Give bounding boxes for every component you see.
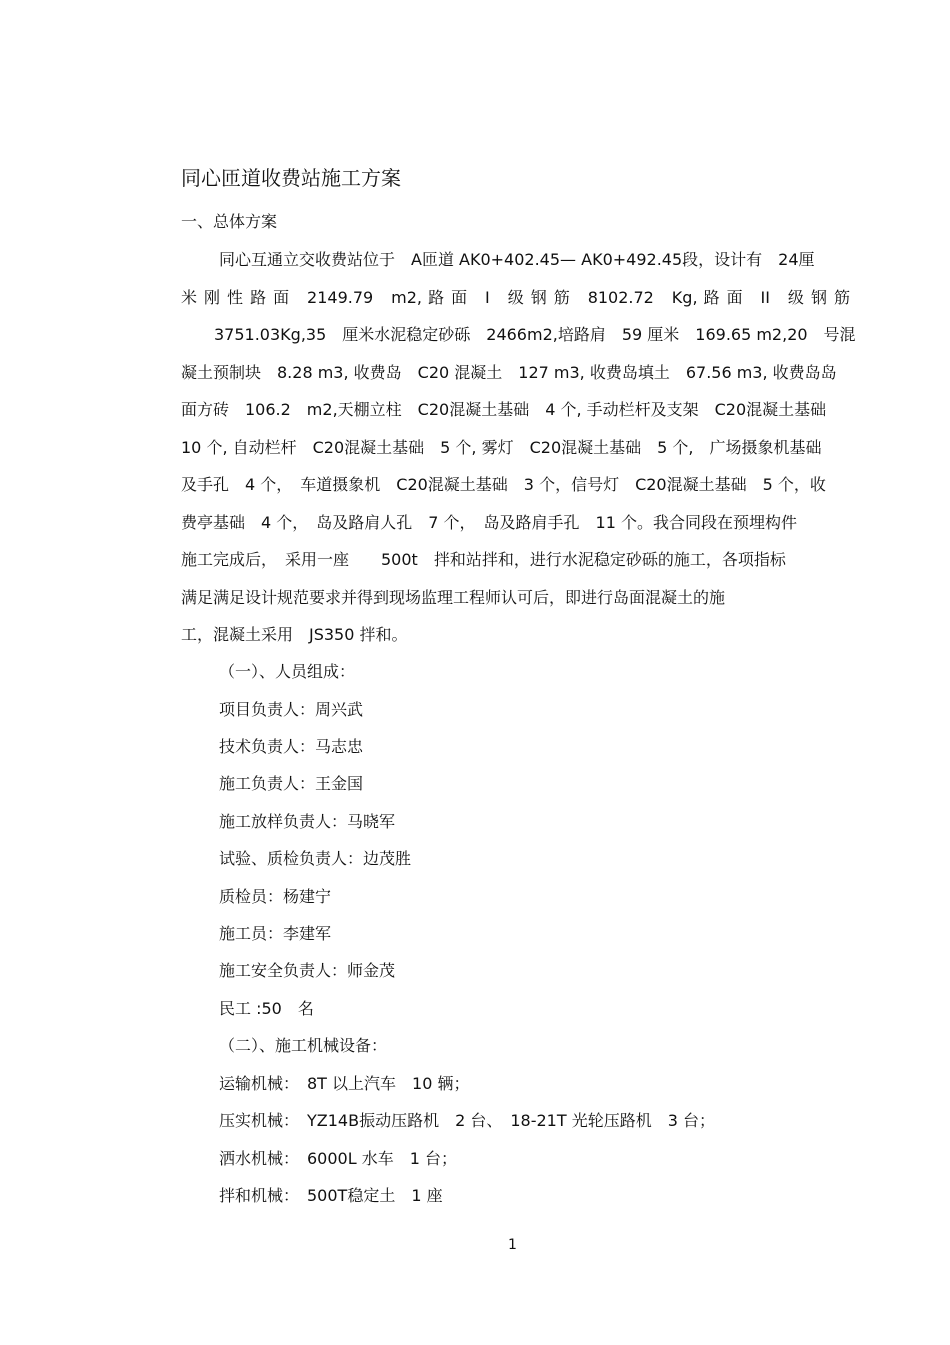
overview-paragraph-line: 满足满足设计规范要求并得到现场监理工程师认可后，即进行岛面混凝土的施	[181, 588, 726, 607]
overview-paragraph-line: 及手孔 4 个， 车道摄象机 C20混凝土基础 3 个，信号灯 C20混凝土基础 5 个，收	[181, 475, 826, 494]
equipment-entry: 洒水机械： 6000L 水车 1 台；	[219, 1149, 457, 1168]
equipment-entry: 拌和机械： 500T稳定土 1 座	[219, 1186, 443, 1205]
overview-paragraph-line: 面方砖 106.2 m2,天棚立柱 C20混凝土基础 4 个, 手动栏杆及支架 C20混凝土基础	[181, 400, 827, 419]
overview-paragraph-line: 工，混凝土采用 JS350 拌和。	[181, 625, 408, 644]
personnel-entry: 技术负责人：马志忠	[219, 737, 364, 756]
equipment-entry: 运输机械： 8T 以上汽车 10 辆；	[219, 1074, 470, 1093]
personnel-entry: 施工安全负责人：师金茂	[219, 961, 396, 980]
personnel-entry: 施工放样负责人：马晓军	[219, 812, 396, 831]
overview-paragraph-line: 费亭基础 4 个， 岛及路肩人孔 7 个， 岛及路肩手孔 11 个。我合同段在预埋构件	[181, 513, 797, 532]
personnel-entry: 民工 :50 名	[219, 999, 314, 1018]
personnel-entry: 试验、质检负责人：边茂胜	[219, 849, 412, 868]
personnel-entry: 质检员：杨建宁	[219, 887, 332, 906]
personnel-entry: 施工负责人：王金国	[219, 774, 364, 793]
personnel-heading: （一）、人员组成：	[219, 662, 356, 681]
equipment-heading: （二）、施工机械设备：	[219, 1036, 388, 1055]
overview-paragraph-line: 米 刚 性 路 面 2149.79 m2, 路 面 I 级 钢 筋 8102.72 Kg, 路 面 II 级 钢 筋	[181, 288, 850, 307]
overview-paragraph-line: 同心互通立交收费站位于 A匝道 AK0+402.45— AK0+492.45段，设计有 24厘	[219, 250, 815, 269]
equipment-entry: 压实机械： YZ14B振动压路机 2 台、 18-21T 光轮压路机 3 台；	[219, 1111, 715, 1130]
document-title: 同心匝道收费站施工方案	[181, 166, 401, 190]
overview-paragraph-line: 凝土预制块 8.28 m3, 收费岛 C20 混凝土 127 m3, 收费岛填土 67.56 m3, 收费岛岛	[181, 363, 837, 382]
section-heading-overall-plan: 一、总体方案	[181, 212, 278, 231]
overview-paragraph-line: 3751.03Kg,35 厘米水泥稳定砂砾 2466m2,培路肩 59 厘米 169.65 m2,20 号混	[214, 325, 856, 344]
personnel-entry: 施工员：李建军	[219, 924, 332, 943]
personnel-entry: 项目负责人：周兴武	[219, 700, 364, 719]
overview-paragraph-line: 施工完成后， 采用一座 500t 拌和站拌和，进行水泥稳定砂砾的施工，各项指标	[181, 550, 786, 569]
overview-paragraph-line: 10 个, 自动栏杆 C20混凝土基础 5 个, 雾灯 C20混凝土基础 5 个, 广场摄象机基础	[181, 438, 822, 457]
page-number: 1	[508, 1237, 517, 1253]
